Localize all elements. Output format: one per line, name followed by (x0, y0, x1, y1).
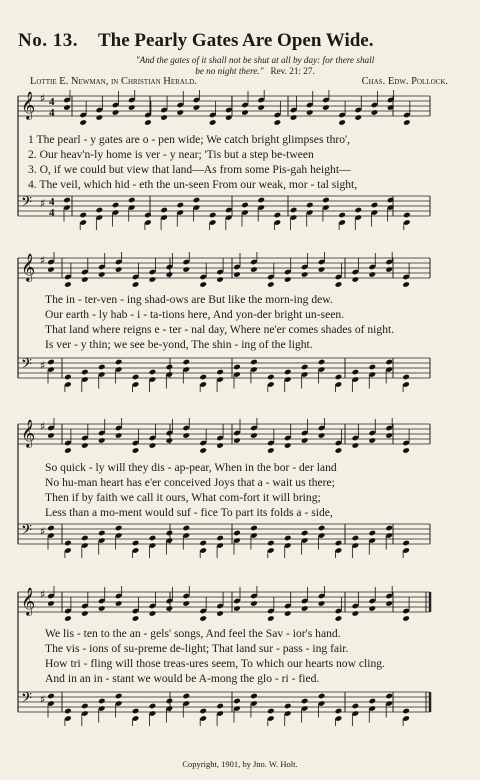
note-head (267, 447, 275, 453)
note-head (301, 271, 309, 277)
sharp-icon: ♯ (40, 588, 46, 601)
treble-clef-icon: 𝄞 (21, 91, 36, 119)
note-head (98, 698, 106, 704)
verse-3-line: That land where reigns e - ter - nal day, Where ne'er comes shades of night. (45, 323, 395, 336)
note-head (301, 698, 309, 704)
note-head (402, 615, 410, 621)
note-head (335, 447, 343, 453)
scripture-epigraph (90, 55, 420, 77)
note-head (385, 600, 393, 606)
note-head (47, 693, 55, 699)
treble-clef-icon: 𝄞 (21, 253, 36, 281)
note-head (385, 359, 393, 365)
credits-row (18, 76, 468, 90)
note-head (79, 119, 87, 125)
note-head (149, 610, 157, 616)
note-head (335, 540, 343, 546)
note-head (335, 281, 343, 287)
note-head (352, 369, 360, 375)
note-head (132, 374, 140, 380)
verse-4-line: Is ver - y thin; we see be-yond, The shin - ing of the light. (45, 338, 313, 351)
note-head (284, 703, 292, 709)
verse-2-line: No hu-man heart has e'er conceived Joys that a - wait us there; (45, 476, 335, 489)
note-head (369, 437, 377, 443)
time-signature-bottom: 4 (49, 207, 55, 219)
note-head (112, 109, 120, 115)
note-head (81, 442, 89, 448)
note-head (371, 202, 379, 208)
sharp-icon: ♯ (40, 92, 46, 105)
note-head (274, 212, 282, 218)
note-head (166, 271, 174, 277)
note-head (369, 698, 377, 704)
note-head (177, 202, 185, 208)
note-head (225, 207, 233, 213)
note-head (149, 276, 157, 282)
sharp-icon: ♯ (40, 254, 46, 267)
verse-2-line: 2. Our heav'n-ly home is ver - y near; 'Tis but a step be-tween (28, 148, 314, 161)
bass-clef-icon: 𝄢 (21, 194, 32, 214)
note-head (149, 442, 157, 448)
note-head (369, 364, 377, 370)
note-head (98, 605, 106, 611)
time-signature-top: 4 (49, 196, 55, 208)
note-head (338, 119, 346, 125)
note-head (290, 114, 298, 120)
note-head (318, 525, 326, 531)
note-head (385, 693, 393, 699)
note-head (115, 693, 123, 699)
hymn-number: No. 13. (18, 30, 78, 51)
note-head (132, 447, 140, 453)
note-head (115, 359, 123, 365)
note-head (216, 703, 224, 709)
treble-clef-icon: 𝄞 (21, 587, 36, 615)
note-head (132, 281, 140, 287)
note-head (98, 437, 106, 443)
note-head (403, 212, 411, 218)
note-head (369, 271, 377, 277)
epigraph-line-2: be no night there." (195, 66, 264, 76)
note-head (233, 271, 241, 277)
note-head (385, 525, 393, 531)
verse-1-line: 1 The pearl - y gates are o - pen wide; We catch bright glimpses thro', (28, 133, 351, 146)
note-head (257, 197, 265, 203)
note-head (98, 364, 106, 370)
note-head (371, 109, 379, 115)
note-head (216, 442, 224, 448)
verse-4-line: 4. The veil, which hid - eth the un-seen From our weak, mor - tal sight, (28, 178, 358, 191)
note-head (233, 530, 241, 536)
note-head (385, 266, 393, 272)
verse-4-line: Less than a mo-ment would suf - fice To part its folds a - side, (45, 506, 333, 519)
note-head (267, 708, 275, 714)
note-head (318, 693, 326, 699)
verse-1-line: The in - ter-ven - ing shad-ows are But like the morn-ing dew. (45, 293, 333, 306)
note-head (149, 369, 157, 375)
note-head (250, 693, 258, 699)
note-head (284, 442, 292, 448)
note-head (144, 212, 152, 218)
note-head (81, 369, 89, 375)
verse-3-line: How tri - fling will those treas-ures seem, To which our hearts now cling. (45, 657, 385, 670)
note-head (301, 437, 309, 443)
note-head (402, 708, 410, 714)
note-head (284, 535, 292, 541)
note-head (183, 266, 191, 272)
note-head (369, 605, 377, 611)
note-head (385, 432, 393, 438)
note-head (233, 698, 241, 704)
note-head (352, 535, 360, 541)
note-head (233, 605, 241, 611)
note-head (81, 703, 89, 709)
note-head (250, 600, 258, 606)
note-head (47, 359, 55, 365)
sharp-icon: ♯ (40, 693, 46, 706)
note-head (257, 104, 265, 110)
note-head (322, 104, 330, 110)
hymn-header (18, 30, 468, 56)
note-head (132, 708, 140, 714)
verse-1-line: So quick - ly will they dis - ap-pear, When in the bor - der land (45, 461, 337, 474)
note-head (81, 535, 89, 541)
note-head (166, 530, 174, 536)
lyricist-credit: Lottie E. Newman, in Christian Herald. (30, 76, 197, 87)
note-head (284, 610, 292, 616)
time-signature-top: 4 (49, 96, 55, 108)
note-head (96, 207, 104, 213)
note-head (199, 281, 207, 287)
copyright-notice: Copyright, 1901, by Jno. W. Holt. (182, 759, 298, 769)
note-head (403, 119, 411, 125)
note-head (335, 374, 343, 380)
note-head (338, 212, 346, 218)
note-head (216, 535, 224, 541)
epigraph-reference: Rev. 21: 27. (270, 66, 315, 76)
note-head (318, 432, 326, 438)
note-head (402, 540, 410, 546)
note-head (128, 197, 136, 203)
note-head (267, 615, 275, 621)
verse-4-line: And in an in - stant we would be A-mong the glo - ri - fied. (45, 672, 320, 685)
note-head (98, 530, 106, 536)
note-head (177, 109, 185, 115)
hymn-title: The Pearly Gates Are Open Wide. (98, 30, 374, 51)
note-head (352, 276, 360, 282)
bass-clef-icon: 𝄢 (21, 690, 32, 710)
note-head (335, 615, 343, 621)
system-4-staves (0, 586, 480, 726)
note-head (64, 281, 72, 287)
note-head (199, 615, 207, 621)
note-head (166, 364, 174, 370)
note-head (216, 276, 224, 282)
note-head (241, 202, 249, 208)
note-head (233, 364, 241, 370)
note-head (225, 114, 233, 120)
verse-2-line: The vis - ions of su-preme de-light; That land sur - pass - ing fair. (45, 642, 349, 655)
note-head (267, 281, 275, 287)
bass-clef-icon: 𝄢 (21, 522, 32, 542)
note-head (81, 276, 89, 282)
note-head (355, 114, 363, 120)
note-head (290, 207, 298, 213)
note-head (267, 374, 275, 380)
note-head (199, 708, 207, 714)
note-head (132, 540, 140, 546)
note-head (166, 698, 174, 704)
note-head (160, 114, 168, 120)
note-head (47, 432, 55, 438)
sharp-icon: ♯ (40, 197, 46, 210)
note-head (149, 535, 157, 541)
note-head (318, 359, 326, 365)
note-head (250, 432, 258, 438)
sharp-icon: ♯ (40, 525, 46, 538)
note-head (199, 540, 207, 546)
note-head (79, 212, 87, 218)
note-head (306, 109, 314, 115)
note-head (183, 359, 191, 365)
note-head (47, 266, 55, 272)
note-head (267, 540, 275, 546)
note-head (183, 600, 191, 606)
note-head (209, 119, 217, 125)
note-head (199, 447, 207, 453)
note-head (301, 530, 309, 536)
note-head (402, 447, 410, 453)
note-head (193, 104, 201, 110)
note-head (64, 374, 72, 380)
verse-3-line: Then if by faith we call it ours, What com-fort it will bring; (45, 491, 321, 504)
note-head (322, 197, 330, 203)
note-head (209, 212, 217, 218)
verse-2-line: Our earth - ly hab - i - ta-tions here, And yon-der bright un-seen. (45, 308, 345, 321)
note-head (128, 104, 136, 110)
note-head (352, 703, 360, 709)
note-head (301, 605, 309, 611)
note-head (115, 525, 123, 531)
note-head (64, 615, 72, 621)
note-head (402, 281, 410, 287)
bass-clef-icon: 𝄢 (21, 356, 32, 376)
note-head (193, 197, 201, 203)
treble-clef-icon: 𝄞 (21, 419, 36, 447)
note-head (47, 600, 55, 606)
note-head (335, 708, 343, 714)
note-head (301, 364, 309, 370)
note-head (64, 447, 72, 453)
sharp-icon: ♯ (40, 359, 46, 372)
note-head (64, 708, 72, 714)
note-head (63, 197, 71, 203)
epigraph-line-1: "And the gates of it shall not be shut at all by day: for there shall (135, 55, 375, 65)
note-head (402, 374, 410, 380)
note-head (216, 369, 224, 375)
note-head (81, 610, 89, 616)
note-head (250, 525, 258, 531)
note-head (166, 437, 174, 443)
sharp-icon: ♯ (40, 420, 46, 433)
note-head (216, 610, 224, 616)
verse-1-line: We lis - ten to the an - gels' songs, And feel the Sav - ior's hand. (45, 627, 341, 640)
note-head (352, 442, 360, 448)
note-head (306, 202, 314, 208)
verse-3-line: 3. O, if we could but view that land—As from some Pis-gah height— (28, 163, 351, 176)
note-head (284, 276, 292, 282)
note-head (318, 266, 326, 272)
note-head (112, 202, 120, 208)
note-head (47, 525, 55, 531)
note-head (318, 600, 326, 606)
note-head (64, 540, 72, 546)
time-signature-bottom: 4 (49, 107, 55, 119)
system-2-staves (0, 252, 480, 392)
note-head (250, 359, 258, 365)
note-head (352, 610, 360, 616)
composer-credit: Chas. Edw. Pollock. (361, 76, 448, 87)
note-head (183, 432, 191, 438)
note-head (199, 374, 207, 380)
note-head (250, 266, 258, 272)
note-head (241, 109, 249, 115)
note-head (144, 119, 152, 125)
note-head (166, 605, 174, 611)
note-head (149, 703, 157, 709)
note-head (183, 693, 191, 699)
note-head (160, 207, 168, 213)
note-head (355, 207, 363, 213)
note-head (132, 615, 140, 621)
note-head (115, 266, 123, 272)
note-head (233, 437, 241, 443)
note-head (274, 119, 282, 125)
note-head (369, 530, 377, 536)
note-head (115, 600, 123, 606)
note-head (96, 114, 104, 120)
note-head (115, 432, 123, 438)
note-head (63, 104, 71, 110)
note-head (284, 369, 292, 375)
note-head (183, 525, 191, 531)
note-head (98, 271, 106, 277)
